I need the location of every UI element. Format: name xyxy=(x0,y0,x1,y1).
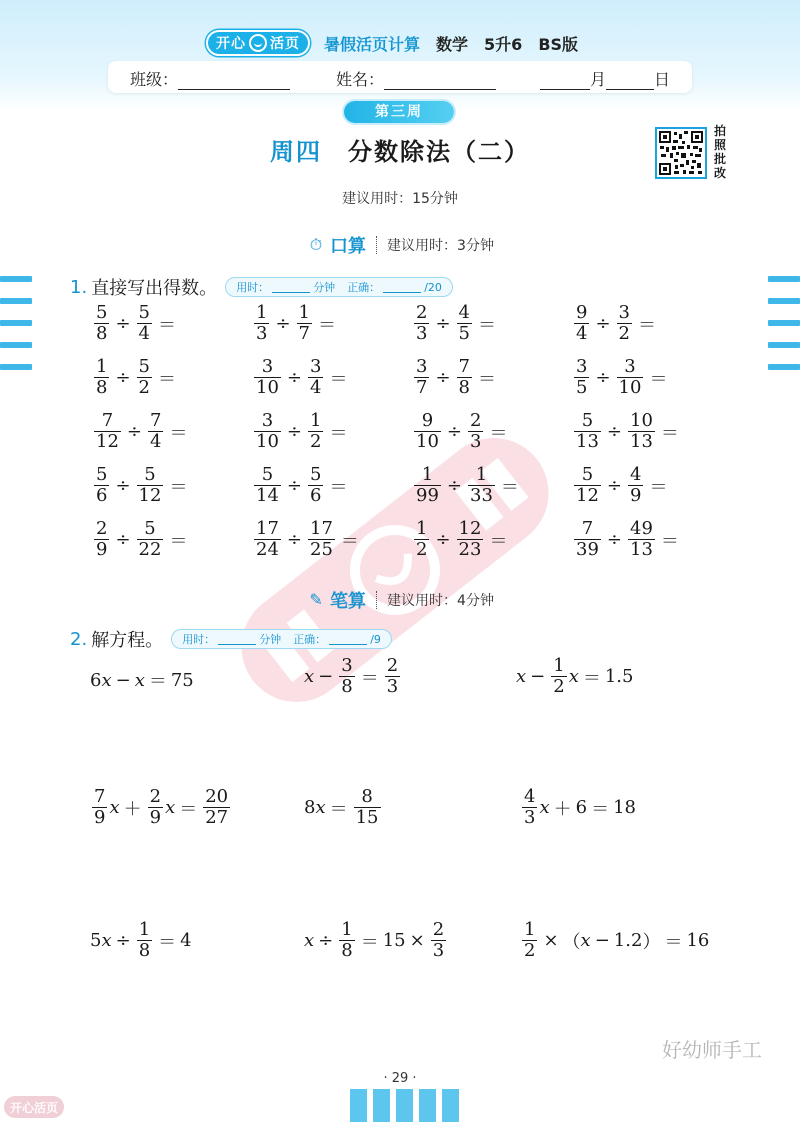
equation-8: x ÷ $\frac{1}{8}$ ＝ 15 × $\frac{2}{3}$ xyxy=(304,919,445,961)
name-label: 姓名： xyxy=(336,70,385,89)
subject: 数学 xyxy=(436,34,469,54)
name-blank[interactable] xyxy=(384,72,496,90)
problem-1-stats[interactable]: 用时： 分钟 正确： /20 xyxy=(225,277,453,297)
day-label: 日 xyxy=(654,70,671,89)
oral-item-13: $\frac{5}{6}$ ÷ $\frac{5}{12}$ ＝ xyxy=(96,464,188,506)
oral-item-11: $\frac{9}{10}$ ÷ $\frac{2}{3}$ ＝ xyxy=(416,410,508,452)
left-decor-stripes xyxy=(0,276,32,386)
equation-5: 8 x ＝ $\frac{8}{15}$ xyxy=(304,786,379,828)
time-blank[interactable] xyxy=(218,633,256,645)
week-badge: 第三周 xyxy=(344,101,454,123)
oral-item-7: $\frac{3}{7}$ ÷ $\frac{7}{8}$ ＝ xyxy=(416,356,496,398)
correct-blank[interactable] xyxy=(383,281,421,293)
grade: 5升6 xyxy=(484,34,523,54)
oral-item-1: $\frac{5}{8}$ ÷ $\frac{5}{4}$ ＝ xyxy=(96,302,176,344)
equation-1: 6 x − x ＝ 75 xyxy=(90,669,194,692)
month-label: 月 xyxy=(590,70,607,89)
logo-text-right: 活页 xyxy=(270,36,300,52)
problem-1-number: 1. xyxy=(70,276,88,298)
oral-item-16: $\frac{5}{12}$ ÷ $\frac{4}{9}$ ＝ xyxy=(576,464,668,506)
month-blank[interactable] xyxy=(540,72,590,90)
name-field[interactable] xyxy=(336,67,496,90)
section-oral-suggest: 建议用时：3分钟 xyxy=(387,238,494,254)
page-number: · 29 · xyxy=(383,1071,417,1086)
qr-label: 拍 照 批 改 xyxy=(713,124,726,180)
oral-item-14: $\frac{5}{14}$ ÷ $\frac{5}{6}$ ＝ xyxy=(256,464,348,506)
oral-item-20: $\frac{7}{39}$ ÷ $\frac{49}{13}$ ＝ xyxy=(576,518,679,560)
problem-2-stats[interactable]: 用时： 分钟 正确： /9 xyxy=(171,629,392,649)
right-decor-stripes xyxy=(768,276,800,386)
time-blank[interactable] xyxy=(272,281,310,293)
header-band xyxy=(0,0,800,112)
oral-item-4: $\frac{9}{4}$ ÷ $\frac{3}{2}$ ＝ xyxy=(576,302,656,344)
correct-blank[interactable] xyxy=(329,633,367,645)
oral-item-6: $\frac{3}{10}$ ÷ $\frac{3}{4}$ ＝ xyxy=(256,356,348,398)
series-title: 暑假活页计算 xyxy=(324,34,421,54)
section-oral-header xyxy=(0,232,800,258)
divider xyxy=(376,591,377,609)
date-field[interactable] xyxy=(540,67,670,90)
oral-item-15: $\frac{1}{99}$ ÷ $\frac{1}{33}$ ＝ xyxy=(416,464,519,506)
oral-item-3: $\frac{2}{3}$ ÷ $\frac{4}{5}$ ＝ xyxy=(416,302,496,344)
footer-logo: 开心活页 xyxy=(4,1096,64,1118)
title-topic: 分数除法（二） xyxy=(348,138,530,166)
student-info-bar xyxy=(108,61,692,93)
day-blank[interactable] xyxy=(606,72,654,90)
suggested-time-total: 建议用时：15分钟 xyxy=(342,191,458,207)
oral-item-19: $\frac{1}{2}$ ÷ $\frac{12}{23}$ ＝ xyxy=(416,518,508,560)
oral-item-18: $\frac{17}{24}$ ÷ $\frac{17}{25}$ ＝ xyxy=(256,518,359,560)
oral-item-10: $\frac{3}{10}$ ÷ $\frac{1}{2}$ ＝ xyxy=(256,410,348,452)
section-written-suggest: 建议用时：4分钟 xyxy=(387,593,494,609)
problem-2-text: 解方程。 xyxy=(91,630,164,651)
credit-text: 好幼师手工 xyxy=(662,1038,762,1062)
stopwatch-icon: ⏱ xyxy=(309,235,323,254)
oral-item-17: $\frac{2}{9}$ ÷ $\frac{5}{22}$ ＝ xyxy=(96,518,188,560)
logo-text-left: 开心 xyxy=(216,36,246,52)
section-written-name: 笔算 xyxy=(330,591,367,612)
smile-icon xyxy=(249,34,267,52)
class-field[interactable] xyxy=(130,67,290,90)
footer-bars xyxy=(350,1089,459,1122)
section-written-header xyxy=(0,587,800,613)
problem-2-heading xyxy=(70,626,392,652)
class-label: 班级： xyxy=(130,70,179,89)
equation-9: $\frac{1}{2}$ × （ x − 1.2 ） ＝ 16 xyxy=(524,919,710,961)
section-oral-name: 口算 xyxy=(330,236,367,257)
edition: BS版 xyxy=(538,34,579,54)
problem-2-number: 2. xyxy=(70,628,88,650)
brand-row xyxy=(206,30,578,56)
equation-2: x − $\frac{3}{8}$ ＝ $\frac{2}{3}$ xyxy=(304,655,399,697)
equation-6: $\frac{4}{3}$ x ＋ 6 ＝ 18 xyxy=(524,786,636,828)
equation-7: 5 x ÷ $\frac{1}{8}$ ＝ 4 xyxy=(90,919,192,961)
qr-code-icon xyxy=(659,131,703,175)
oral-item-5: $\frac{1}{8}$ ÷ $\frac{5}{2}$ ＝ xyxy=(96,356,176,398)
qr-code[interactable] xyxy=(655,127,707,179)
oral-item-9: $\frac{7}{12}$ ÷ $\frac{7}{4}$ ＝ xyxy=(96,410,188,452)
oral-item-8: $\frac{3}{5}$ ÷ $\frac{3}{10}$ ＝ xyxy=(576,356,668,398)
oral-item-12: $\frac{5}{13}$ ÷ $\frac{10}{13}$ ＝ xyxy=(576,410,679,452)
title-day: 周四 xyxy=(270,138,322,166)
problem-1-text: 直接写出得数。 xyxy=(91,278,218,299)
brand-logo xyxy=(206,30,310,56)
class-blank[interactable] xyxy=(178,72,290,90)
divider xyxy=(376,236,377,254)
equation-3: x − $\frac{1}{2}$ x ＝ 1.5 xyxy=(516,655,634,697)
pencil-icon: ✎ xyxy=(309,590,323,609)
oral-item-2: $\frac{1}{3}$ ÷ $\frac{1}{7}$ ＝ xyxy=(256,302,336,344)
problem-1-heading xyxy=(70,274,453,300)
equation-4: $\frac{7}{9}$ x ＋ $\frac{2}{9}$ x ＝ $\frac{20}{27}$ xyxy=(94,786,229,828)
